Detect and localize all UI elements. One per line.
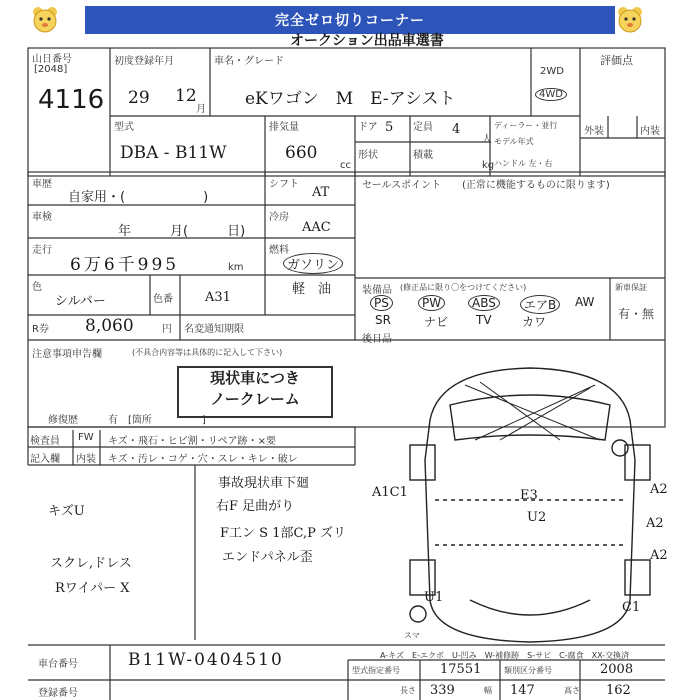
use-value: 自家用・( ) xyxy=(68,190,209,205)
mileage-unit: km xyxy=(228,262,244,273)
int-text: キズ・汚レ・コゲ・穴・スレ・キレ・破レ xyxy=(108,454,298,465)
inspection-value: 年 月( 日) xyxy=(118,224,246,239)
mileage-value: 6万6千995 xyxy=(70,255,180,275)
venue-label: 山日番号 xyxy=(32,54,72,65)
chassis-value: B11W-0404510 xyxy=(128,650,284,670)
capacity-value: 4 xyxy=(452,122,461,137)
equipment-hint: (修正品に限り〇をつけてください) xyxy=(400,283,527,292)
lot-number: 4116 xyxy=(38,85,105,115)
category-label: 類別区分番号 xyxy=(504,666,552,675)
interior-label: 内装 xyxy=(640,126,660,137)
remark-right-4: エンドパネル歪 xyxy=(222,550,313,565)
handle-label: ハンドル 左・右 xyxy=(494,159,553,168)
model-label: 車名・グレード xyxy=(214,56,284,67)
drive-2wd: 2WD xyxy=(540,66,564,77)
fw-text: キズ・飛石・ヒビ割・リペア跡・×要 xyxy=(108,436,276,447)
inspection-label: 車検 xyxy=(32,212,52,223)
sales-point-hint: (正常に機能するものに限ります) xyxy=(462,180,610,191)
inspector-label: 検査員 xyxy=(30,436,60,447)
mark-a2-1: A2 xyxy=(650,482,668,497)
remark-left-3: Rワイパー X xyxy=(55,581,130,596)
form-title: オークション出品車選書 xyxy=(290,33,444,49)
color-label: 色 xyxy=(32,282,42,293)
stamp-line-2: ノークレーム xyxy=(210,390,300,408)
loading-unit: kg xyxy=(482,160,495,171)
sales-point-label: セールスポイント xyxy=(362,180,442,191)
stamp-line-1: 現状車につき xyxy=(210,369,300,387)
equip-navi: ナビ xyxy=(424,315,449,329)
fuel-gasoline: ガソリン xyxy=(283,253,343,274)
capacity-label: 定員 xyxy=(413,122,433,133)
grade-label: 評価点 xyxy=(600,54,633,67)
mark-e3: E3 xyxy=(520,488,538,503)
shift-label: シフト xyxy=(269,179,299,190)
equip-aw: AW xyxy=(575,295,595,309)
mark-c1: C1 xyxy=(622,600,641,615)
equip-sr: SR xyxy=(375,313,391,327)
fuel-label: 燃料 xyxy=(269,245,289,256)
displacement-label: 排気量 xyxy=(269,122,299,133)
remark-right-2: 右F 足曲がり xyxy=(216,499,295,514)
recycle-unit: 円 xyxy=(162,324,172,335)
shape-label: 形状 xyxy=(358,150,378,161)
model-year-label: モデル年式 xyxy=(494,137,534,146)
displacement-unit: cc xyxy=(340,160,351,171)
remark-right-3: F工ン S 1部C,P ズリ xyxy=(220,526,346,541)
fw-label: FW xyxy=(78,432,94,443)
mark-a2-2: A2 xyxy=(646,516,664,531)
name-change-label: 名変通知期限 xyxy=(184,324,244,335)
venue-code: [2048] xyxy=(34,64,68,75)
exterior-label: 外装 xyxy=(584,126,604,137)
remark-left-2: スクレ,ドレス xyxy=(50,556,132,571)
equip-pw: PW xyxy=(418,295,445,311)
equip-tv: TV xyxy=(476,313,492,327)
equipment-label: 装備品 xyxy=(362,285,392,296)
entry-label: 記入欄 xyxy=(30,454,60,465)
model-name: eKワゴン M E-アシスト xyxy=(245,89,456,109)
registration-label: 初度登録年月 xyxy=(114,56,174,67)
capacity-unit: 人 xyxy=(482,134,492,145)
repair-label: 修復歴 xyxy=(48,415,78,426)
equip-abs: ABS xyxy=(468,295,500,311)
dealer-label: ディーラー・並行 xyxy=(494,121,558,130)
category-value: 2008 xyxy=(600,662,634,677)
designation-label: 型式指定番号 xyxy=(352,666,400,675)
width-label: 幅 xyxy=(484,686,492,695)
color-value: シルバー xyxy=(55,294,106,309)
aircon-label: 冷房 xyxy=(269,212,289,223)
color-no-label: 色番 xyxy=(153,294,173,305)
height-label: 高さ xyxy=(564,686,580,695)
equip-airbag: エアB xyxy=(520,295,560,314)
banner-title: 完全ゼロ切りコーナー xyxy=(85,6,615,34)
chassis-label: 車台番号 xyxy=(38,659,78,670)
designation-value: 17551 xyxy=(440,662,482,677)
type-value: DBA - B11W xyxy=(120,143,227,163)
length-label: 長さ xyxy=(400,686,416,695)
mark-u1: U1 xyxy=(424,590,444,605)
type-label: 型式 xyxy=(114,122,134,133)
reg-number-label: 登録番号 xyxy=(38,688,78,699)
mileage-label: 走行 xyxy=(32,245,52,256)
notes-label: 注意事項申告欄 xyxy=(32,349,102,360)
doors-value: 5 xyxy=(385,120,394,135)
height-value: 162 xyxy=(606,683,631,698)
use-label: 車歴 xyxy=(32,179,52,190)
remark-right-1: 事故現状車下廻 xyxy=(218,476,310,491)
loading-label: 積載 xyxy=(413,150,433,161)
mark-a1c1: A1C1 xyxy=(372,485,408,500)
new-car-value: 有・無 xyxy=(618,307,655,321)
month-suffix: 月 xyxy=(196,104,206,115)
recycle-value: 8,060 xyxy=(85,316,134,336)
fuel-diesel: 軽 油 xyxy=(292,282,332,297)
doors-label: ドア xyxy=(358,122,378,133)
remark-left-1: キズU xyxy=(48,504,85,519)
equip-ps: PS xyxy=(370,295,393,311)
int-label: 内装 xyxy=(76,454,96,465)
recycle-label: R券 xyxy=(32,324,49,335)
damage-legend: A-キズ E-エクボ U-凹み W-補修跡 S-サビ C-腐食 XX-交換済 xyxy=(380,651,630,660)
new-car-label: 新車保証 xyxy=(615,283,647,292)
reg-month: 12 xyxy=(175,86,197,106)
color-no-value: A31 xyxy=(205,290,231,305)
equip-leather: カワ xyxy=(522,315,547,329)
drive-4wd: 4WD xyxy=(535,88,567,101)
repair-value: 有 [箇所 ] xyxy=(108,415,206,426)
displacement-value: 660 xyxy=(285,143,318,163)
mark-suma: スマ xyxy=(404,631,420,640)
width-value: 147 xyxy=(510,683,535,698)
shift-value: AT xyxy=(312,185,330,200)
car-diagram xyxy=(410,368,650,642)
aircon-value: AAC xyxy=(302,220,331,235)
reg-year: 29 xyxy=(128,88,150,108)
mark-a2-3: A2 xyxy=(650,548,668,563)
after-label: 後日品 xyxy=(362,334,392,345)
length-value: 339 xyxy=(430,683,455,698)
notes-hint: (不具合内容等は具体的に記入して下さい) xyxy=(132,348,283,357)
mark-u2: U2 xyxy=(527,510,547,525)
